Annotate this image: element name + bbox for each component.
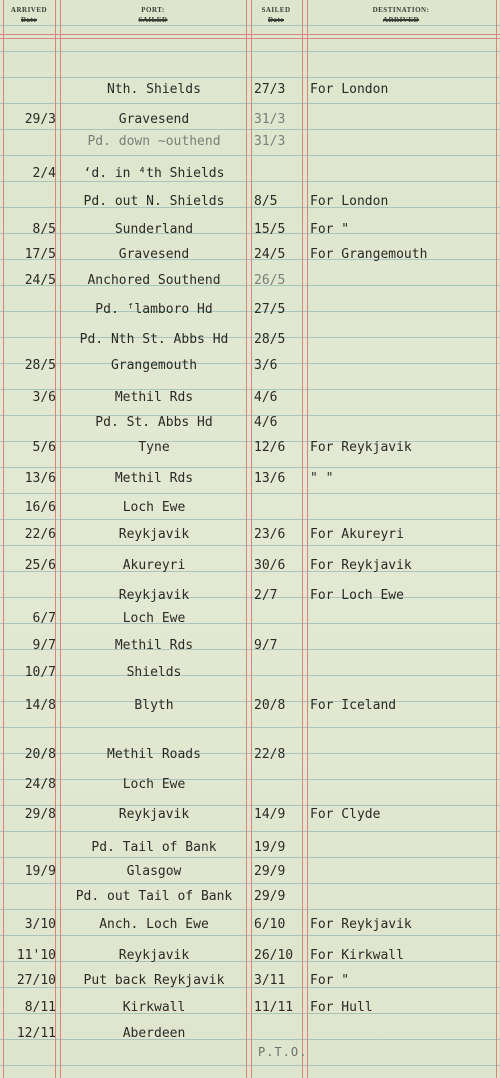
port-name: Nth. Shields (107, 82, 201, 97)
port-name: Pd. Tail of Bank (91, 840, 217, 855)
log-row (0, 556, 500, 576)
port-name: Shields (126, 665, 182, 680)
port-name: Loch Ewe (122, 500, 186, 515)
port-name: Blyth (134, 698, 174, 713)
port-name: Pd. ᶠlamboro Hd (95, 302, 213, 317)
sailed-date: 19/9 (254, 840, 286, 855)
header-destination-struck: ARRIVED (382, 16, 420, 24)
log-row (0, 220, 500, 240)
log-row (0, 696, 500, 716)
sailed-date: 13/6 (254, 471, 286, 486)
port-name: ‘d. in ⁴th Shields (83, 166, 225, 181)
sailed-date: 3/6 (254, 358, 278, 373)
arrived-date: 9/7 (32, 638, 56, 653)
destination-text: For Reykjavik (310, 558, 412, 573)
log-row (0, 998, 500, 1018)
log-row (0, 946, 500, 966)
destination-text: For Clyde (310, 807, 381, 822)
sailed-date: 31/3 (254, 112, 286, 127)
arrived-date: 19/9 (24, 864, 56, 879)
port-name: Methil Roads (107, 747, 201, 762)
log-row (0, 745, 500, 765)
port-name: Pd. down ~outhend (87, 134, 221, 149)
header-destination-label: DESTINATION: (372, 6, 430, 14)
arrived-date: 12/11 (16, 1026, 56, 1041)
port-name: Reykjavik (118, 588, 190, 603)
port-name: Pd. Nth St. Abbs Hd (79, 332, 229, 347)
port-name: Reykjavik (118, 948, 190, 963)
log-row (0, 775, 500, 795)
log-row (0, 971, 500, 991)
sailed-date: 3/11 (254, 973, 286, 988)
arrived-date: 10/7 (24, 665, 56, 680)
arrived-date: 29/8 (24, 807, 56, 822)
arrived-date: 22/6 (24, 527, 56, 542)
sailed-date: 31/3 (254, 134, 286, 149)
log-row (0, 915, 500, 935)
log-row (0, 80, 500, 100)
log-row (0, 271, 500, 291)
log-row (0, 586, 500, 606)
sailed-date: 29/9 (254, 864, 286, 879)
log-row (0, 192, 500, 212)
sailed-date: 11/11 (254, 1000, 294, 1015)
port-name: Reykjavik (118, 527, 190, 542)
arrived-date: 29/3 (24, 112, 56, 127)
sailed-date: 30/6 (254, 558, 286, 573)
arrived-date: 11'10 (16, 948, 56, 963)
port-name: Reykjavik (118, 807, 190, 822)
sailed-date: 4/6 (254, 390, 278, 405)
port-name: Put back Reykjavik (83, 973, 225, 988)
destination-text: For London (310, 82, 389, 97)
arrived-date: 17/5 (24, 247, 56, 262)
destination-text: For Akureyri (310, 527, 404, 542)
port-name: Pd. out Tail of Bank (75, 889, 233, 904)
arrived-date: 5/6 (32, 440, 56, 455)
arrived-date: 25/6 (24, 558, 56, 573)
sailed-date: 26/5 (254, 273, 286, 288)
port-name: Loch Ewe (122, 611, 186, 626)
port-name: Methil Rds (114, 638, 194, 653)
destination-text: For Loch Ewe (310, 588, 404, 603)
log-row (0, 498, 500, 518)
destination-text: For " (310, 222, 350, 237)
port-name: Gravesend (118, 247, 190, 262)
arrived-date: 20/8 (24, 747, 56, 762)
log-row (0, 636, 500, 656)
sailed-date: 12/6 (254, 440, 286, 455)
destination-text: For " (310, 973, 350, 988)
sailed-date: 15/5 (254, 222, 286, 237)
sailed-date: 6/10 (254, 917, 286, 932)
header-arrived-label: ARRIVED (10, 6, 48, 14)
log-row (0, 438, 500, 458)
log-row (0, 388, 500, 408)
arrived-date: 14/8 (24, 698, 56, 713)
port-name: Methil Rds (114, 390, 194, 405)
arrived-date: 24/8 (24, 777, 56, 792)
port-name: Tyne (138, 440, 170, 455)
sailed-date: 8/5 (254, 194, 278, 209)
port-name: Grangemouth (110, 358, 198, 373)
port-name: Kirkwall (122, 1000, 186, 1015)
arrived-date: 8/11 (24, 1000, 56, 1015)
arrived-date: 3/10 (24, 917, 56, 932)
destination-text: For Kirkwall (310, 948, 404, 963)
sailed-date: 20/8 (254, 698, 286, 713)
log-row (0, 469, 500, 489)
log-row (0, 1024, 500, 1044)
log-row (0, 164, 500, 184)
log-row (0, 609, 500, 629)
port-name: Pd. out N. Shields (83, 194, 225, 209)
port-name: Gravesend (118, 112, 190, 127)
destination-text: For Reykjavik (310, 917, 412, 932)
log-row (0, 887, 500, 907)
log-row (0, 805, 500, 825)
destination-text: For Hull (310, 1000, 373, 1015)
port-name: Aberdeen (122, 1026, 186, 1041)
port-name: Pd. St. Abbs Hd (95, 415, 213, 430)
log-row (0, 330, 500, 350)
sailed-date: 22/8 (254, 747, 286, 762)
header-sailed-label: SAILED (261, 6, 291, 14)
log-row (0, 300, 500, 320)
sailed-date: 29/9 (254, 889, 286, 904)
arrived-date: 3/6 (32, 390, 56, 405)
sailed-date: 14/9 (254, 807, 286, 822)
sailed-date: 24/5 (254, 247, 286, 262)
sailed-date: 27/3 (254, 82, 286, 97)
log-row (0, 110, 500, 130)
port-name: Sunderland (114, 222, 194, 237)
port-name: Loch Ewe (122, 777, 186, 792)
arrived-date: 27/10 (16, 973, 56, 988)
destination-text: " " (310, 471, 334, 486)
arrived-date: 2/4 (32, 166, 56, 181)
arrived-date: 13/6 (24, 471, 56, 486)
log-row (0, 132, 500, 152)
destination-text: For London (310, 194, 389, 209)
arrived-date: 28/5 (24, 358, 56, 373)
log-row (0, 413, 500, 433)
log-row (0, 525, 500, 545)
header-port-struck: SAILED (138, 16, 168, 24)
header-port-label: PORT: (141, 6, 165, 14)
log-row (0, 245, 500, 265)
sailed-date: 26/10 (254, 948, 294, 963)
log-row (0, 356, 500, 376)
arrived-date: 6/7 (32, 611, 56, 626)
log-row (0, 663, 500, 683)
sailed-date: 9/7 (254, 638, 278, 653)
sailed-date: 4/6 (254, 415, 278, 430)
destination-text: For Reykjavik (310, 440, 412, 455)
pto-note: P.T.O. (258, 1045, 308, 1059)
destination-text: For Grangemouth (310, 247, 428, 262)
arrived-date: 16/6 (24, 500, 56, 515)
port-name: Methil Rds (114, 471, 194, 486)
port-name: Anch. Loch Ewe (99, 917, 209, 932)
log-row (0, 838, 500, 858)
arrived-date: 24/5 (24, 273, 56, 288)
log-row (0, 862, 500, 882)
port-name: Anchored Southend (87, 273, 221, 288)
header-arrived-struck: Date (21, 16, 37, 24)
port-name: Akureyri (122, 558, 186, 573)
header-sailed-struck: Date (268, 16, 284, 24)
sailed-date: 27/5 (254, 302, 286, 317)
destination-text: For Iceland (310, 698, 397, 713)
sailed-date: 28/5 (254, 332, 286, 347)
sailed-date: 2/7 (254, 588, 278, 603)
port-name: Glasgow (126, 864, 182, 879)
arrived-date: 8/5 (32, 222, 56, 237)
sailed-date: 23/6 (254, 527, 286, 542)
